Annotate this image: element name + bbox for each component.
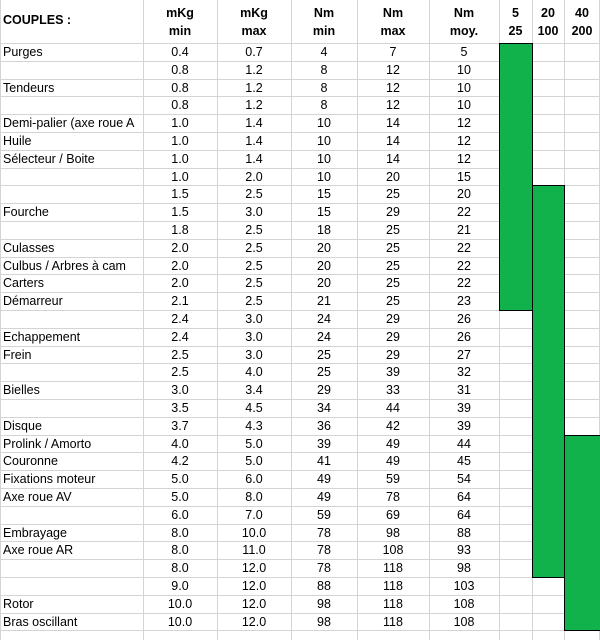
cell-nm-max: 29 [386,312,400,326]
cell-nm-moy: 22 [457,205,471,219]
cell-nm-min: 78 [317,543,331,557]
cell-nm-min: 25 [317,348,331,362]
cell-mkg-max: 1.4 [245,134,263,148]
cell-mkg-max: 2.5 [245,223,263,237]
cell-nm-max: 29 [386,330,400,344]
cell-mkg-max: 4.3 [245,419,263,433]
cell-nm-max: 118 [383,615,403,629]
cell-mkg-min: 5.0 [171,490,189,504]
cell-nm-moy: 64 [457,490,471,504]
cell-nm-min: 24 [317,312,331,326]
cell-nm-max: 69 [386,508,400,522]
cell-mkg-min: 2.5 [171,348,189,362]
cell-mkg-max: 12.0 [241,597,267,611]
cell-nm-min: 15 [317,205,331,219]
column-header-top: Nm [453,6,475,20]
cell-nm-min: 15 [317,187,331,201]
cell-nm-min: 10 [317,134,331,148]
cell-nm-max: 39 [386,365,400,379]
cell-nm-moy: 12 [457,134,471,148]
cell-nm-min: 88 [317,579,331,593]
row-label: Huile [3,134,32,148]
cell-nm-min: 8 [320,81,328,95]
cell-mkg-max: 1.4 [245,116,263,130]
cell-mkg-max: 12.0 [241,615,267,629]
cell-nm-moy: 15 [457,170,471,184]
cell-mkg-min: 2.0 [171,276,189,290]
cell-mkg-max: 1.2 [245,98,263,112]
cell-mkg-max: 10.0 [241,526,267,540]
cell-mkg-min: 3.0 [171,383,189,397]
cell-nm-min: 8 [320,63,328,77]
row-label: Culasses [3,241,55,255]
cell-mkg-max: 2.5 [245,294,263,308]
row-label: Carters [3,276,44,290]
cell-nm-max: 98 [386,526,400,540]
row-label: Frein [3,348,32,362]
cell-nm-min: 20 [317,241,331,255]
cell-mkg-min: 3.7 [171,419,189,433]
cell-nm-min: 78 [317,561,331,575]
cell-nm-moy: 31 [457,383,471,397]
row-label [0,96,143,114]
range-header-bottom: 200 [571,24,593,38]
cell-nm-moy: 23 [457,294,471,308]
cell-nm-moy: 20 [457,187,471,201]
cell-nm-max: 7 [389,45,397,59]
row-label [0,168,143,186]
cell-nm-min: 41 [317,454,331,468]
cell-nm-max: 118 [383,561,403,575]
range-header-top: 20 [541,6,555,20]
cell-nm-min: 10 [317,116,331,130]
column-header-bottom: min [312,24,336,38]
cell-mkg-min: 0.8 [171,63,189,77]
cell-mkg-max: 3.4 [245,383,263,397]
cell-mkg-min: 8.0 [171,561,189,575]
cell-nm-moy: 44 [457,437,471,451]
cell-nm-min: 98 [317,615,331,629]
row-label: Purges [3,45,43,59]
cell-mkg-min: 4.0 [171,437,189,451]
cell-mkg-max: 3.0 [245,330,263,344]
cell-nm-moy: 5 [460,45,468,59]
cell-nm-max: 29 [386,205,400,219]
cell-nm-moy: 108 [453,597,475,611]
row-label [0,506,143,524]
cell-nm-max: 118 [383,597,403,611]
table-title: COUPLES : [3,13,72,27]
row-label: Axe roue AV [3,490,72,504]
cell-mkg-min: 0.8 [171,98,189,112]
cell-nm-max: 59 [386,472,400,486]
cell-nm-max: 25 [386,294,400,308]
row-label: Rotor [3,597,34,611]
cell-nm-max: 49 [386,454,400,468]
cell-nm-moy: 108 [453,615,475,629]
row-label [0,185,143,203]
cell-mkg-min: 3.5 [171,401,189,415]
cell-nm-min: 10 [317,152,331,166]
range-bar [532,185,565,578]
cell-mkg-max: 5.0 [245,437,263,451]
cell-mkg-min: 8.0 [171,543,189,557]
cell-mkg-min: 2.5 [171,365,189,379]
cell-mkg-max: 1.2 [245,63,263,77]
cell-nm-moy: 98 [457,561,471,575]
column-header-top: Nm [382,6,404,20]
cell-nm-max: 25 [386,187,400,201]
cell-mkg-max: 4.0 [245,365,263,379]
cell-nm-max: 14 [386,116,400,130]
cell-nm-min: 10 [317,170,331,184]
cell-mkg-min: 9.0 [171,579,189,593]
cell-nm-moy: 22 [457,276,471,290]
cell-mkg-min: 10.0 [167,597,193,611]
cell-nm-min: 24 [317,330,331,344]
cell-mkg-max: 1.4 [245,152,263,166]
range-header-bottom: 100 [537,24,559,38]
cell-mkg-max: 5.0 [245,454,263,468]
cell-nm-moy: 54 [457,472,471,486]
column-header-bottom: max [241,24,267,38]
column-header-top: mKg [166,6,194,20]
cell-nm-min: 18 [317,223,331,237]
cell-mkg-max: 0.7 [245,45,263,59]
row-label: Axe roue AR [3,543,74,557]
cell-mkg-min: 2.4 [171,312,189,326]
cell-nm-min: 20 [317,259,331,273]
cell-mkg-min: 2.0 [171,259,189,273]
cell-mkg-min: 6.0 [171,508,189,522]
range-bar [564,435,600,631]
row-label: Sélecteur / Boite [3,152,95,166]
cell-nm-moy: 27 [457,348,471,362]
cell-mkg-max: 1.2 [245,81,263,95]
cell-mkg-min: 1.0 [171,116,189,130]
cell-mkg-min: 8.0 [171,526,189,540]
cell-mkg-min: 0.8 [171,81,189,95]
cell-nm-max: 12 [386,81,400,95]
cell-mkg-max: 3.0 [245,312,263,326]
cell-nm-moy: 103 [453,579,475,593]
cell-nm-max: 25 [386,276,400,290]
cell-nm-moy: 10 [457,98,471,112]
row-label: Disque [3,419,42,433]
cell-nm-moy: 93 [457,543,471,557]
cell-nm-moy: 12 [457,116,471,130]
cell-nm-max: 108 [382,543,404,557]
cell-nm-max: 49 [386,437,400,451]
cell-nm-max: 78 [386,490,400,504]
cell-nm-max: 14 [386,152,400,166]
cell-nm-max: 20 [386,170,400,184]
cell-mkg-max: 8.0 [245,490,263,504]
cell-mkg-min: 1.0 [171,170,189,184]
cell-mkg-max: 12.0 [241,561,267,575]
cell-nm-min: 59 [317,508,331,522]
cell-mkg-min: 10.0 [167,615,193,629]
cell-nm-max: 25 [386,259,400,273]
cell-nm-max: 33 [386,383,400,397]
row-label: Prolink / Amorto [3,437,92,451]
cell-nm-moy: 12 [457,152,471,166]
cell-nm-min: 98 [317,597,331,611]
cell-mkg-max: 4.5 [245,401,263,415]
row-label: Couronne [3,454,58,468]
cell-mkg-min: 1.5 [171,187,189,201]
column-header-bottom: min [168,24,192,38]
cell-mkg-min: 1.5 [171,205,189,219]
row-label: Fixations moteur [3,472,96,486]
cell-mkg-max: 12.0 [241,579,267,593]
cell-mkg-max: 2.5 [245,187,263,201]
row-label: Culbus / Arbres à cam [3,259,126,273]
cell-nm-min: 20 [317,276,331,290]
cell-mkg-max: 2.5 [245,276,263,290]
cell-mkg-min: 2.1 [171,294,189,308]
cell-nm-moy: 39 [457,419,471,433]
cell-nm-max: 12 [386,63,400,77]
cell-mkg-max: 2.5 [245,259,263,273]
range-bar [499,43,533,311]
cell-mkg-min: 1.8 [171,223,189,237]
cell-nm-moy: 10 [457,81,471,95]
cell-nm-max: 25 [386,223,400,237]
cell-nm-moy: 21 [457,223,471,237]
cell-mkg-max: 7.0 [245,508,263,522]
cell-nm-moy: 39 [457,401,471,415]
cell-nm-max: 14 [386,134,400,148]
cell-nm-max: 44 [386,401,400,415]
cell-nm-min: 36 [317,419,331,433]
cell-nm-min: 25 [317,365,331,379]
cell-nm-min: 21 [317,294,331,308]
cell-mkg-max: 3.0 [245,348,263,362]
row-label: Embrayage [3,526,67,540]
cell-mkg-min: 2.0 [171,241,189,255]
cell-nm-moy: 26 [457,330,471,344]
column-header-top: mKg [240,6,268,20]
cell-nm-moy: 45 [457,454,471,468]
cell-nm-moy: 88 [457,526,471,540]
column-header-bottom: moy. [449,24,479,38]
row-label: Bras oscillant [3,615,78,629]
cell-nm-min: 49 [317,472,331,486]
row-label [0,61,143,79]
cell-nm-min: 49 [317,490,331,504]
cell-mkg-max: 11.0 [242,543,266,557]
row-label: Tendeurs [3,81,55,95]
row-label: Demi-palier (axe roue A [3,116,135,130]
row-label [0,399,143,417]
row-label [0,559,143,577]
row-label [0,363,143,381]
cell-nm-moy: 32 [457,365,471,379]
cell-nm-min: 39 [317,437,331,451]
range-header-top: 5 [512,6,519,20]
cell-mkg-min: 0.4 [171,45,189,59]
cell-mkg-min: 1.0 [171,152,189,166]
cell-mkg-min: 2.4 [171,330,189,344]
cell-nm-max: 42 [386,419,400,433]
row-label [0,577,143,595]
range-header-top: 40 [575,6,589,20]
cell-nm-min: 4 [320,45,328,59]
row-label: Bielles [3,383,40,397]
row-label: Démarreur [3,294,63,308]
cell-nm-moy: 10 [457,63,471,77]
cell-mkg-min: 5.0 [171,472,189,486]
cell-mkg-min: 4.2 [171,454,189,468]
cell-nm-max: 12 [386,98,400,112]
cell-nm-moy: 26 [457,312,471,326]
row-label: Echappement [3,330,81,344]
range-header-bottom: 25 [508,24,523,38]
cell-nm-moy: 22 [457,259,471,273]
row-label [0,221,143,239]
column-header-bottom: max [380,24,406,38]
cell-nm-max: 118 [383,579,403,593]
cell-nm-moy: 64 [457,508,471,522]
cell-nm-min: 78 [317,526,331,540]
cell-mkg-max: 2.0 [245,170,263,184]
cell-nm-min: 29 [317,383,331,397]
cell-nm-max: 25 [386,241,400,255]
cell-nm-moy: 22 [457,241,471,255]
column-header-top: Nm [313,6,335,20]
cell-nm-max: 29 [386,348,400,362]
cell-mkg-max: 3.0 [245,205,263,219]
cell-nm-min: 34 [317,401,331,415]
cell-nm-min: 8 [320,98,328,112]
cell-mkg-min: 1.0 [171,134,189,148]
row-label: Fourche [3,205,49,219]
row-label [0,310,143,328]
cell-mkg-max: 6.0 [245,472,263,486]
cell-mkg-max: 2.5 [245,241,263,255]
